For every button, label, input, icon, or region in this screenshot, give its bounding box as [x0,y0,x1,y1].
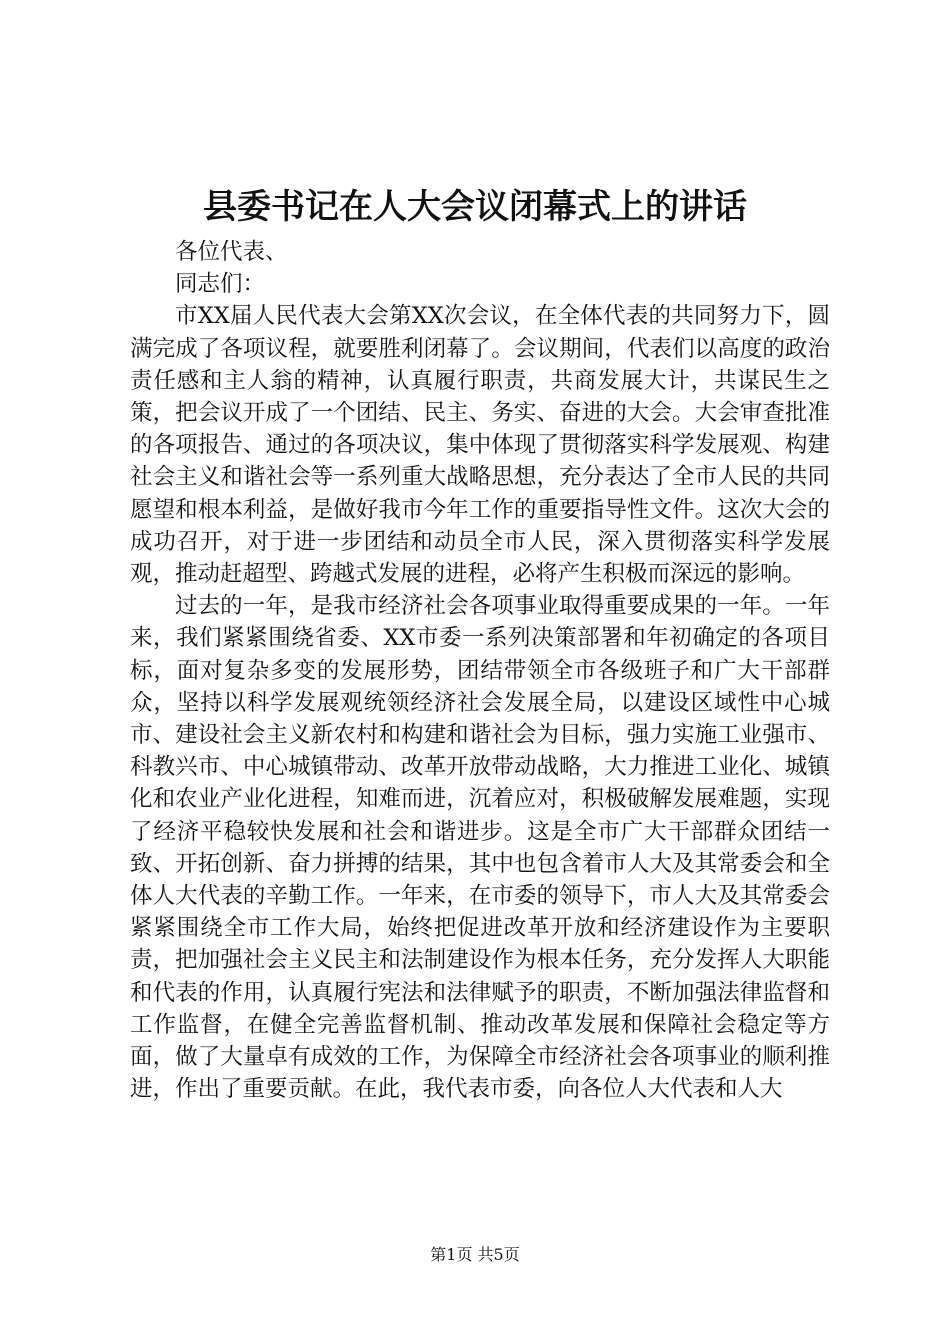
body-paragraph: 市XX届人民代表大会第XX次会议，在全体代表的共同努力下，圆满完成了各项议程，就要胜利闭幕了。会议期间，代表们以高度的政治责任感和主人翁的精神，认真履行职责，共商发展大计，共谋民生之策，把会议开成了一个团结、民主、务实、奋进的大会。大会审查批准的各项报告、通过的各项决议，集中体现了贯彻落实科学发展观、构建社会主义和谐社会等一系列重大战略思想，充分表达了全市人民的共同愿望和根本利益，是做好我市今年工作的重要指导性文件。这次大会的成功召开，对于进一步团结和动员全市人民，深入贯彻落实科学发展观，推动赶超型、跨越式发展的进程，必将产生积极而深远的影响。 [130,303,830,588]
salutation-line-2: 同志们： [175,271,266,298]
document-title: 县委书记在人大会议闭幕式上的讲话 [203,187,747,227]
page-number-footer: 第1页 共5页 [430,1245,520,1264]
document-body [130,236,830,1105]
body-paragraph: 过去的一年，是我市经济社会各项事业取得重要成果的一年。一年来，我们紧紧围绕省委、XX市委一系列决策部署和年初确定的各项目标，面对复杂多变的发展形势，团结带领全市各级班子和广大干部群众，坚持以科学发展观统领经济社会发展全局，以建设区域性中心城市、建设社会主义新农村和构建和谐社会为目标，强力实施工业强市、科教兴市、中心城镇带动、改革开放带动战略，大力推进工业化、城镇化和农业产业化进程，知难而进，沉着应对，积极破解发展难题，实现了经济平稳较快发展和社会和谐进步。这是全市广大干部群众团结一致、开拓创新、奋力拼搏的结果，其中也包含着市人大及其常委会和全体人大代表的辛勤工作。一年来，在市委的领导下，市人大及其常委会紧紧围绕全市工作大局，始终把促进改革开放和经济建设作为主要职责，把加强社会主义民主和法制建设作为根本任务，充分发挥人大职能和代表的作用，认真履行宪法和法律赋予的职责，不断加强法律监督和工作监督，在健全完善监督机制、推动改革发展和保障社会稳定等方面，做了大量卓有成效的工作，为保障全市经济社会各项事业的顺利推进，作出了重要贡献。在此，我代表市委，向各位人大代表和人大 [130,593,830,1103]
salutation-line-1: 各位代表、 [175,239,288,265]
